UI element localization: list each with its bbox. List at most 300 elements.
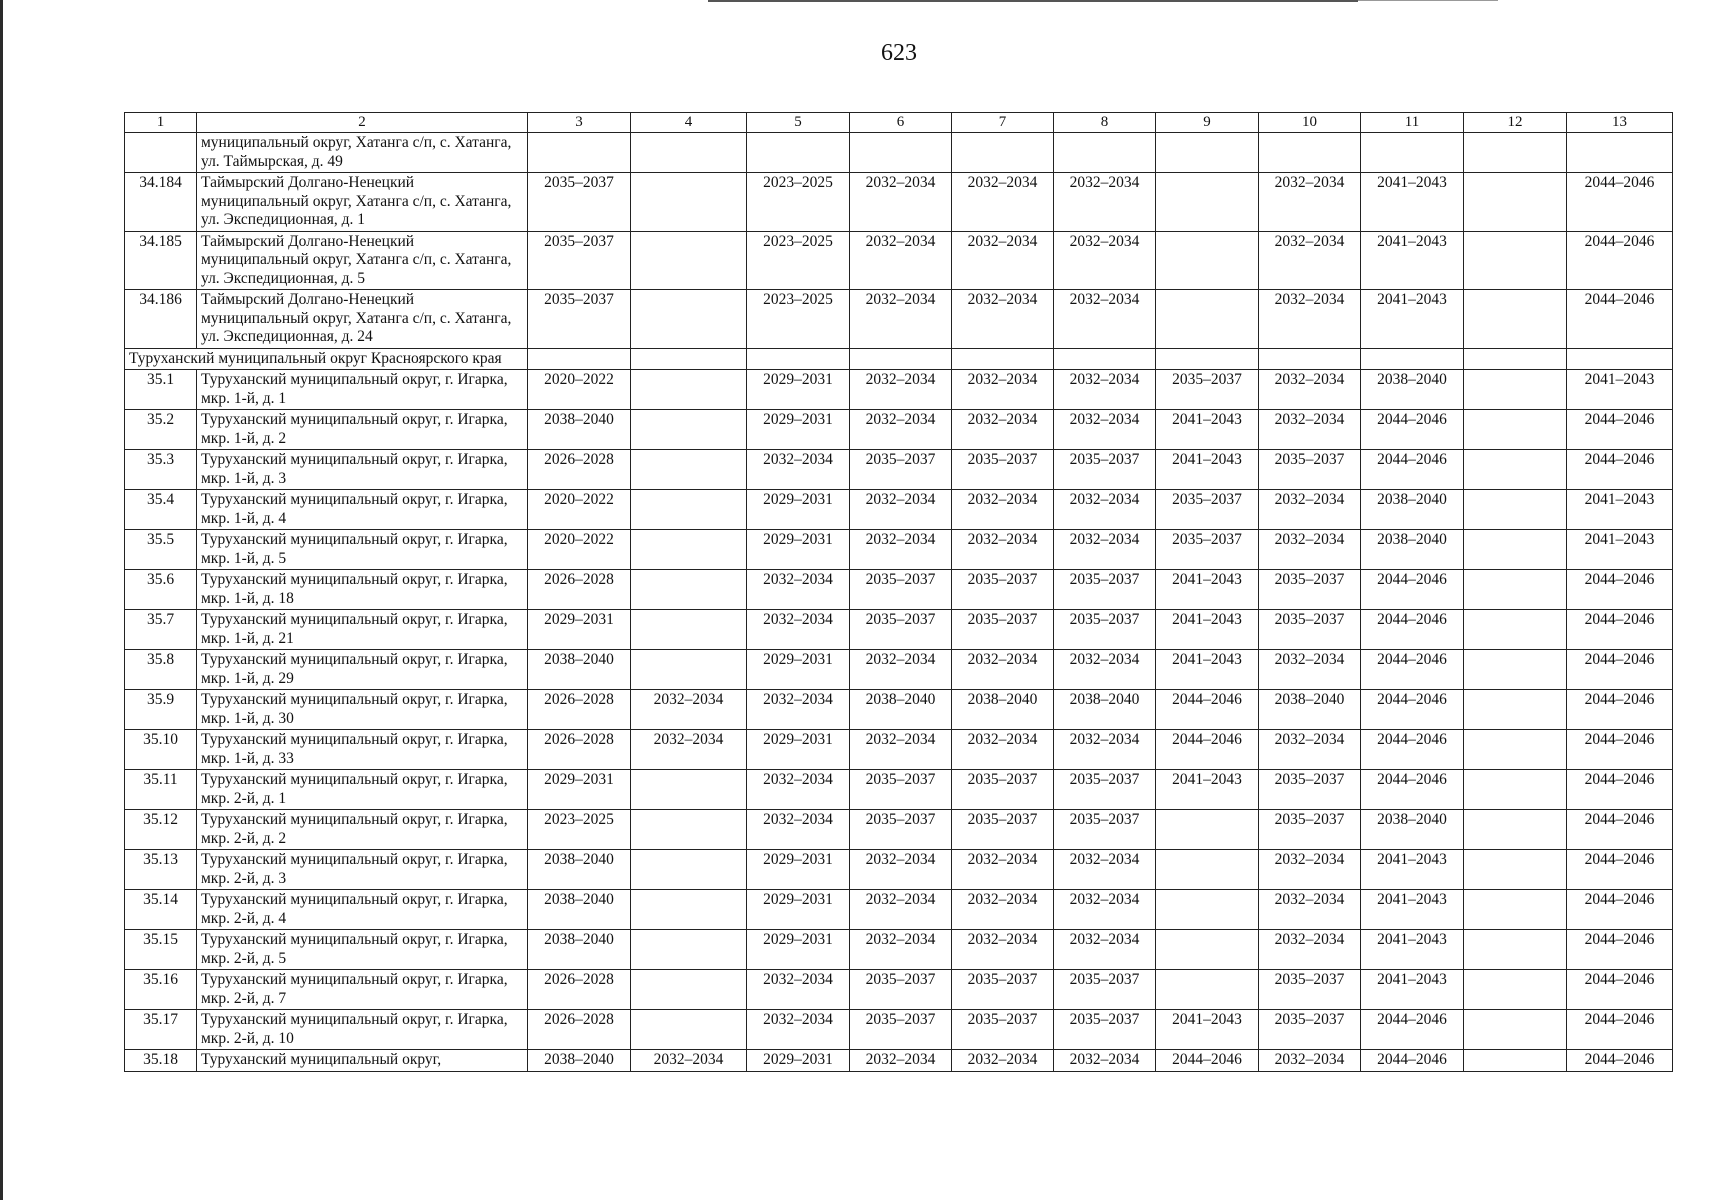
address-cell: Туруханский муниципальный округ, (197, 1050, 528, 1072)
row-number: 35.3 (125, 450, 197, 490)
address-cell: Таймырский Долгано-Ненецкий муниципальный округ, Хатанга с/п, с. Хатанга, ул. Экспедиционная, д. 24 (197, 290, 528, 349)
empty-cell (1156, 348, 1259, 370)
period-cell: 2038–2040 (952, 690, 1054, 730)
empty-cell (1567, 348, 1673, 370)
period-cell: 2041–2043 (1156, 570, 1259, 610)
period-cell: 2023–2025 (747, 290, 850, 349)
address-cell: Туруханский муниципальный округ, г. Игарка, мкр. 2-й, д. 10 (197, 1010, 528, 1050)
address-cell: Туруханский муниципальный округ, г. Игарка, мкр. 2-й, д. 3 (197, 850, 528, 890)
period-cell: 2035–2037 (1259, 970, 1361, 1010)
period-cell: 2035–2037 (1054, 570, 1156, 610)
address-cell: Туруханский муниципальный округ, г. Игарка, мкр. 2-й, д. 1 (197, 770, 528, 810)
period-cell: 2041–2043 (1567, 370, 1673, 410)
period-cell (1464, 890, 1567, 930)
row-number: 35.2 (125, 410, 197, 450)
period-cell: 2038–2040 (1361, 370, 1464, 410)
period-cell: 2032–2034 (1259, 490, 1361, 530)
period-cell (1259, 133, 1361, 173)
period-cell: 2032–2034 (952, 410, 1054, 450)
row-number: 34.184 (125, 173, 197, 232)
period-cell (1464, 1050, 1567, 1072)
period-cell: 2032–2034 (850, 410, 952, 450)
period-cell: 2032–2034 (747, 450, 850, 490)
period-cell: 2041–2043 (1361, 850, 1464, 890)
period-cell: 2035–2037 (952, 450, 1054, 490)
period-cell: 2038–2040 (1259, 690, 1361, 730)
period-cell: 2032–2034 (1259, 930, 1361, 970)
column-number-cell: 7 (952, 113, 1054, 133)
period-cell: 2038–2040 (1361, 810, 1464, 850)
period-cell: 2020–2022 (528, 490, 631, 530)
table-row (125, 231, 1673, 290)
period-cell: 2044–2046 (1361, 730, 1464, 770)
period-cell: 2035–2037 (952, 810, 1054, 850)
period-cell: 2041–2043 (1567, 490, 1673, 530)
period-cell: 2032–2034 (1054, 730, 1156, 770)
scan-edge-top (708, 0, 1358, 2)
period-cell: 2032–2034 (1054, 890, 1156, 930)
column-number-cell: 5 (747, 113, 850, 133)
period-cell: 2038–2040 (1054, 690, 1156, 730)
period-cell: 2029–2031 (747, 890, 850, 930)
table-row (125, 1010, 1673, 1050)
period-cell: 2038–2040 (528, 650, 631, 690)
empty-cell (1464, 348, 1567, 370)
period-cell: 2029–2031 (747, 850, 850, 890)
period-cell: 2044–2046 (1567, 850, 1673, 890)
period-cell (1464, 610, 1567, 650)
period-cell: 2032–2034 (952, 173, 1054, 232)
period-cell: 2044–2046 (1361, 410, 1464, 450)
period-cell (631, 1010, 747, 1050)
period-cell: 2029–2031 (747, 1050, 850, 1072)
period-cell: 2038–2040 (1361, 490, 1464, 530)
table-body (125, 113, 1673, 1072)
period-cell (631, 930, 747, 970)
period-cell: 2032–2034 (952, 231, 1054, 290)
period-cell: 2044–2046 (1567, 810, 1673, 850)
schedule-table (124, 112, 1673, 1072)
table-row (125, 970, 1673, 1010)
period-cell: 2035–2037 (952, 970, 1054, 1010)
period-cell: 2032–2034 (631, 690, 747, 730)
period-cell: 2032–2034 (952, 930, 1054, 970)
period-cell: 2038–2040 (850, 690, 952, 730)
period-cell: 2044–2046 (1361, 450, 1464, 490)
period-cell: 2032–2034 (850, 530, 952, 570)
table-row (125, 530, 1673, 570)
period-cell (631, 770, 747, 810)
address-cell: Туруханский муниципальный округ, г. Игарка, мкр. 1-й, д. 18 (197, 570, 528, 610)
row-number: 35.15 (125, 930, 197, 970)
period-cell: 2032–2034 (952, 890, 1054, 930)
row-number: 35.1 (125, 370, 197, 410)
period-cell: 2044–2046 (1156, 690, 1259, 730)
period-cell (631, 133, 747, 173)
period-cell (1156, 850, 1259, 890)
period-cell: 2041–2043 (1361, 173, 1464, 232)
period-cell: 2032–2034 (1054, 490, 1156, 530)
period-cell: 2035–2037 (1259, 770, 1361, 810)
table-row (125, 173, 1673, 232)
period-cell: 2029–2031 (747, 530, 850, 570)
period-cell: 2026–2028 (528, 570, 631, 610)
period-cell: 2038–2040 (528, 930, 631, 970)
period-cell: 2032–2034 (747, 770, 850, 810)
period-cell: 2044–2046 (1567, 290, 1673, 349)
period-cell: 2032–2034 (952, 290, 1054, 349)
period-cell: 2023–2025 (528, 810, 631, 850)
period-cell (1156, 290, 1259, 349)
period-cell (1464, 410, 1567, 450)
period-cell: 2044–2046 (1361, 690, 1464, 730)
period-cell (1156, 890, 1259, 930)
period-cell: 2032–2034 (952, 730, 1054, 770)
period-cell: 2032–2034 (1054, 231, 1156, 290)
period-cell: 2038–2040 (528, 850, 631, 890)
period-cell: 2044–2046 (1361, 1010, 1464, 1050)
period-cell: 2035–2037 (952, 770, 1054, 810)
period-cell: 2026–2028 (528, 970, 631, 1010)
period-cell (631, 890, 747, 930)
period-cell: 2035–2037 (850, 770, 952, 810)
table-row (125, 690, 1673, 730)
period-cell: 2035–2037 (850, 570, 952, 610)
period-cell (1464, 690, 1567, 730)
table-row (125, 610, 1673, 650)
period-cell: 2032–2034 (1259, 173, 1361, 232)
period-cell: 2035–2037 (850, 1010, 952, 1050)
period-cell: 2032–2034 (1054, 850, 1156, 890)
period-cell (1464, 850, 1567, 890)
period-cell: 2032–2034 (1259, 370, 1361, 410)
period-cell: 2032–2034 (1259, 850, 1361, 890)
table-row (125, 850, 1673, 890)
row-number: 34.186 (125, 290, 197, 349)
column-number-cell: 1 (125, 113, 197, 133)
period-cell (631, 970, 747, 1010)
period-cell (1567, 133, 1673, 173)
period-cell: 2032–2034 (850, 290, 952, 349)
period-cell: 2032–2034 (1259, 290, 1361, 349)
period-cell (528, 133, 631, 173)
period-cell: 2038–2040 (528, 1050, 631, 1072)
period-cell: 2032–2034 (952, 530, 1054, 570)
column-number-cell: 2 (197, 113, 528, 133)
period-cell: 2032–2034 (1054, 290, 1156, 349)
period-cell (1464, 770, 1567, 810)
period-cell (1464, 450, 1567, 490)
address-cell: Туруханский муниципальный округ, г. Игарка, мкр. 1-й, д. 21 (197, 610, 528, 650)
period-cell: 2044–2046 (1156, 1050, 1259, 1072)
period-cell (631, 231, 747, 290)
table-row (125, 730, 1673, 770)
period-cell (631, 410, 747, 450)
period-cell (1464, 1010, 1567, 1050)
period-cell: 2032–2034 (952, 490, 1054, 530)
period-cell (1156, 810, 1259, 850)
period-cell: 2044–2046 (1567, 650, 1673, 690)
period-cell (631, 530, 747, 570)
period-cell (1464, 930, 1567, 970)
period-cell: 2032–2034 (1054, 173, 1156, 232)
table-row (125, 570, 1673, 610)
period-cell (747, 133, 850, 173)
period-cell: 2032–2034 (747, 690, 850, 730)
period-cell (1464, 810, 1567, 850)
address-cell: Туруханский муниципальный округ, г. Игарка, мкр. 1-й, д. 33 (197, 730, 528, 770)
period-cell: 2041–2043 (1361, 290, 1464, 349)
table-row (125, 450, 1673, 490)
address-cell: Туруханский муниципальный округ, г. Игарка, мкр. 1-й, д. 4 (197, 490, 528, 530)
period-cell: 2032–2034 (850, 1050, 952, 1072)
period-cell: 2032–2034 (747, 570, 850, 610)
period-cell: 2044–2046 (1567, 690, 1673, 730)
period-cell: 2032–2034 (952, 850, 1054, 890)
table-row (125, 810, 1673, 850)
period-cell (631, 370, 747, 410)
row-number: 35.16 (125, 970, 197, 1010)
period-cell: 2026–2028 (528, 450, 631, 490)
period-cell: 2044–2046 (1567, 610, 1673, 650)
period-cell: 2026–2028 (528, 1010, 631, 1050)
period-cell: 2044–2046 (1156, 730, 1259, 770)
period-cell: 2032–2034 (747, 810, 850, 850)
period-cell (1156, 173, 1259, 232)
table-row (125, 490, 1673, 530)
period-cell: 2041–2043 (1156, 410, 1259, 450)
period-cell: 2044–2046 (1567, 970, 1673, 1010)
period-cell: 2029–2031 (528, 610, 631, 650)
empty-cell (631, 348, 747, 370)
row-number: 35.9 (125, 690, 197, 730)
period-cell: 2032–2034 (631, 1050, 747, 1072)
period-cell (1464, 650, 1567, 690)
period-cell (1156, 231, 1259, 290)
period-cell (631, 650, 747, 690)
period-cell: 2041–2043 (1361, 930, 1464, 970)
period-cell: 2029–2031 (528, 770, 631, 810)
column-number-row (125, 113, 1673, 133)
period-cell: 2035–2037 (528, 231, 631, 290)
period-cell: 2032–2034 (1054, 530, 1156, 570)
period-cell: 2032–2034 (1259, 730, 1361, 770)
period-cell (1464, 370, 1567, 410)
period-cell: 2035–2037 (1259, 610, 1361, 650)
period-cell: 2035–2037 (528, 290, 631, 349)
address-cell: Туруханский муниципальный округ, г. Игарка, мкр. 2-й, д. 5 (197, 930, 528, 970)
period-cell: 2044–2046 (1361, 650, 1464, 690)
period-cell: 2029–2031 (747, 730, 850, 770)
period-cell: 2035–2037 (1054, 970, 1156, 1010)
period-cell: 2026–2028 (528, 730, 631, 770)
period-cell: 2044–2046 (1361, 610, 1464, 650)
period-cell (1054, 133, 1156, 173)
period-cell (1464, 970, 1567, 1010)
period-cell: 2029–2031 (747, 490, 850, 530)
row-number: 35.10 (125, 730, 197, 770)
address-cell: Туруханский муниципальный округ, г. Игарка, мкр. 2-й, д. 7 (197, 970, 528, 1010)
address-cell: муниципальный округ, Хатанга с/п, с. Хатанга, ул. Таймырская, д. 49 (197, 133, 528, 173)
period-cell (952, 133, 1054, 173)
table-row (125, 930, 1673, 970)
period-cell: 2029–2031 (747, 370, 850, 410)
period-cell (631, 173, 747, 232)
address-cell: Туруханский муниципальный округ, г. Игарка, мкр. 1-й, д. 1 (197, 370, 528, 410)
row-number: 35.18 (125, 1050, 197, 1072)
period-cell (631, 610, 747, 650)
period-cell: 2029–2031 (747, 410, 850, 450)
period-cell: 2032–2034 (747, 610, 850, 650)
period-cell: 2032–2034 (850, 730, 952, 770)
row-number: 35.11 (125, 770, 197, 810)
row-number: 35.4 (125, 490, 197, 530)
period-cell (1361, 133, 1464, 173)
period-cell: 2032–2034 (850, 173, 952, 232)
period-cell: 2044–2046 (1567, 450, 1673, 490)
period-cell: 2035–2037 (850, 450, 952, 490)
period-cell: 2032–2034 (1054, 930, 1156, 970)
period-cell: 2041–2043 (1156, 770, 1259, 810)
empty-cell (1054, 348, 1156, 370)
period-cell (631, 490, 747, 530)
period-cell: 2032–2034 (747, 970, 850, 1010)
period-cell: 2032–2034 (1259, 890, 1361, 930)
row-number: 35.7 (125, 610, 197, 650)
period-cell: 2041–2043 (1156, 450, 1259, 490)
row-number: 35.13 (125, 850, 197, 890)
period-cell (1156, 133, 1259, 173)
period-cell: 2035–2037 (1156, 530, 1259, 570)
column-number-cell: 6 (850, 113, 952, 133)
period-cell: 2035–2037 (1156, 370, 1259, 410)
table-row (125, 890, 1673, 930)
period-cell: 2032–2034 (850, 650, 952, 690)
page-number: 623 (881, 40, 917, 66)
period-cell: 2035–2037 (1259, 810, 1361, 850)
period-cell: 2044–2046 (1567, 730, 1673, 770)
period-cell: 2038–2040 (528, 410, 631, 450)
column-number-cell: 8 (1054, 113, 1156, 133)
column-number-cell: 11 (1361, 113, 1464, 133)
period-cell: 2026–2028 (528, 690, 631, 730)
table-row (125, 1050, 1673, 1072)
period-cell: 2044–2046 (1567, 930, 1673, 970)
period-cell: 2035–2037 (850, 610, 952, 650)
period-cell: 2044–2046 (1567, 1010, 1673, 1050)
period-cell: 2032–2034 (1259, 410, 1361, 450)
period-cell: 2035–2037 (1054, 770, 1156, 810)
period-cell: 2032–2034 (850, 370, 952, 410)
scan-edge-top-faint (1358, 0, 1498, 1)
period-cell: 2032–2034 (952, 370, 1054, 410)
period-cell: 2020–2022 (528, 370, 631, 410)
period-cell: 2032–2034 (952, 650, 1054, 690)
period-cell: 2035–2037 (1054, 1010, 1156, 1050)
period-cell: 2038–2040 (1361, 530, 1464, 570)
period-cell: 2023–2025 (747, 231, 850, 290)
period-cell: 2032–2034 (850, 930, 952, 970)
period-cell: 2032–2034 (1259, 231, 1361, 290)
row-number: 35.12 (125, 810, 197, 850)
period-cell: 2035–2037 (1259, 1010, 1361, 1050)
period-cell: 2032–2034 (850, 850, 952, 890)
period-cell: 2035–2037 (1054, 610, 1156, 650)
period-cell: 2041–2043 (1361, 970, 1464, 1010)
period-cell: 2032–2034 (1259, 530, 1361, 570)
period-cell (1464, 173, 1567, 232)
period-cell: 2035–2037 (1156, 490, 1259, 530)
row-number: 35.8 (125, 650, 197, 690)
period-cell: 2035–2037 (952, 570, 1054, 610)
period-cell: 2035–2037 (1054, 810, 1156, 850)
table-row (125, 290, 1673, 349)
period-cell (631, 290, 747, 349)
address-cell: Туруханский муниципальный округ, г. Игарка, мкр. 1-й, д. 3 (197, 450, 528, 490)
table-row (125, 650, 1673, 690)
period-cell: 2029–2031 (747, 650, 850, 690)
period-cell: 2035–2037 (528, 173, 631, 232)
address-cell: Туруханский муниципальный округ, г. Игарка, мкр. 1-й, д. 29 (197, 650, 528, 690)
period-cell: 2044–2046 (1567, 770, 1673, 810)
period-cell: 2035–2037 (850, 970, 952, 1010)
address-cell: Туруханский муниципальный округ, г. Игарка, мкр. 1-й, д. 30 (197, 690, 528, 730)
address-cell: Туруханский муниципальный округ, г. Игарка, мкр. 2-й, д. 4 (197, 890, 528, 930)
period-cell: 2032–2034 (850, 490, 952, 530)
section-title: Туруханский муниципальный округ Красноярского края (125, 348, 528, 370)
period-cell: 2032–2034 (850, 231, 952, 290)
empty-cell (952, 348, 1054, 370)
period-cell (1464, 570, 1567, 610)
address-cell: Таймырский Долгано-Ненецкий муниципальный округ, Хатанга с/п, с. Хатанга, ул. Экспедиционная, д. 5 (197, 231, 528, 290)
column-number-cell: 12 (1464, 113, 1567, 133)
column-number-cell: 3 (528, 113, 631, 133)
row-number: 35.5 (125, 530, 197, 570)
period-cell: 2032–2034 (1259, 650, 1361, 690)
row-number (125, 133, 197, 173)
period-cell (631, 570, 747, 610)
period-cell (1464, 231, 1567, 290)
period-cell: 2032–2034 (1259, 1050, 1361, 1072)
period-cell: 2041–2043 (1361, 890, 1464, 930)
row-number: 34.185 (125, 231, 197, 290)
period-cell: 2029–2031 (747, 930, 850, 970)
period-cell: 2035–2037 (1054, 450, 1156, 490)
period-cell (631, 810, 747, 850)
address-cell: Туруханский муниципальный округ, г. Игарка, мкр. 2-й, д. 2 (197, 810, 528, 850)
row-number: 35.6 (125, 570, 197, 610)
scan-edge-left (0, 0, 3, 1200)
empty-cell (1259, 348, 1361, 370)
column-number-cell: 4 (631, 113, 747, 133)
period-cell: 2038–2040 (528, 890, 631, 930)
period-cell (1156, 930, 1259, 970)
period-cell: 2020–2022 (528, 530, 631, 570)
period-cell: 2044–2046 (1567, 410, 1673, 450)
empty-cell (747, 348, 850, 370)
empty-cell (528, 348, 631, 370)
period-cell: 2023–2025 (747, 173, 850, 232)
period-cell: 2044–2046 (1567, 1050, 1673, 1072)
column-number-cell: 10 (1259, 113, 1361, 133)
period-cell: 2041–2043 (1567, 530, 1673, 570)
period-cell: 2032–2034 (747, 1010, 850, 1050)
period-cell: 2041–2043 (1156, 650, 1259, 690)
row-number: 35.14 (125, 890, 197, 930)
section-heading-row (125, 348, 1673, 370)
address-cell: Таймырский Долгано-Ненецкий муниципальный округ, Хатанга с/п, с. Хатанга, ул. Экспедиционная, д. 1 (197, 173, 528, 232)
period-cell: 2044–2046 (1361, 570, 1464, 610)
